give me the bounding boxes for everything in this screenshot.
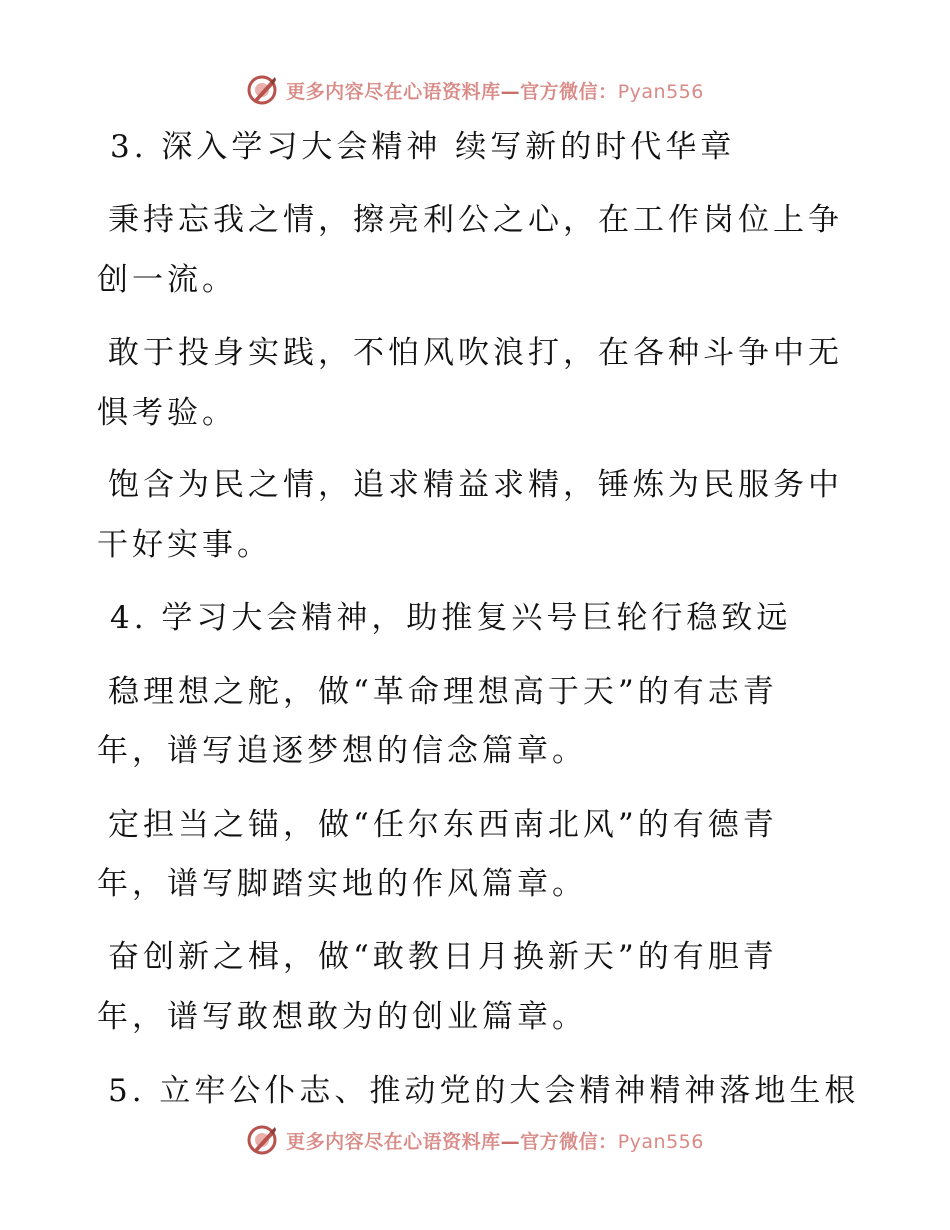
section-3-paragraph-3-line-2: 干好实事。 bbox=[97, 527, 272, 563]
section-3-heading: 3. 深入学习大会精神 续写新的时代华章 bbox=[110, 129, 736, 165]
watermark-separator: — bbox=[500, 80, 521, 103]
section-4-paragraph-3-line-1: 奋创新之楫，做“敢教日月换新天”的有胆青 bbox=[108, 939, 778, 975]
section-3-paragraph-2-line-2: 惧考验。 bbox=[97, 395, 237, 431]
quill-seal-icon bbox=[246, 1124, 278, 1156]
section-4-paragraph-1-line-2: 年，谱写追逐梦想的信念篇章。 bbox=[97, 733, 587, 769]
watermark-contact-label: 官方微信： bbox=[520, 1130, 618, 1153]
header-watermark bbox=[0, 70, 950, 110]
section-4-paragraph-2-line-1: 定担当之锚，做“任尔东西南北风”的有德青 bbox=[108, 807, 778, 843]
section-5-heading: 5. 立牢公仆志、推动党的大会精神精神落地生根 bbox=[108, 1073, 860, 1109]
watermark-text bbox=[286, 1127, 704, 1154]
section-3-paragraph-2-line-1: 敢于投身实践，不怕风吹浪打，在各种斗争中无 bbox=[108, 335, 843, 371]
watermark-separator: — bbox=[500, 1130, 521, 1153]
watermark-contact-handle: Pyan556 bbox=[617, 1130, 704, 1153]
section-3-paragraph-1-line-2: 创一流。 bbox=[97, 262, 237, 298]
watermark-contact-label: 官方微信： bbox=[520, 80, 618, 103]
watermark-text bbox=[286, 77, 704, 104]
watermark-site-text: 更多内容尽在心语资料库 bbox=[286, 80, 501, 103]
watermark-contact-handle: Pyan556 bbox=[617, 80, 704, 103]
section-3-paragraph-3-line-1: 饱含为民之情，追求精益求精，锤炼为民服务中 bbox=[108, 467, 843, 503]
section-4-paragraph-1-line-1: 稳理想之舵，做“革命理想高于天”的有志青 bbox=[108, 674, 778, 710]
footer-watermark bbox=[0, 1120, 950, 1160]
section-4-heading: 4. 学习大会精神，助推复兴号巨轮行稳致远 bbox=[110, 600, 792, 636]
quill-seal-icon bbox=[246, 74, 278, 106]
section-4-paragraph-3-line-2: 年，谱写敢想敢为的创业篇章。 bbox=[97, 999, 587, 1035]
section-3-paragraph-1-line-1: 秉持忘我之情，擦亮利公之心，在工作岗位上争 bbox=[108, 202, 843, 238]
section-4-paragraph-2-line-2: 年，谱写脚踏实地的作风篇章。 bbox=[97, 866, 587, 902]
watermark-site-text: 更多内容尽在心语资料库 bbox=[286, 1130, 501, 1153]
